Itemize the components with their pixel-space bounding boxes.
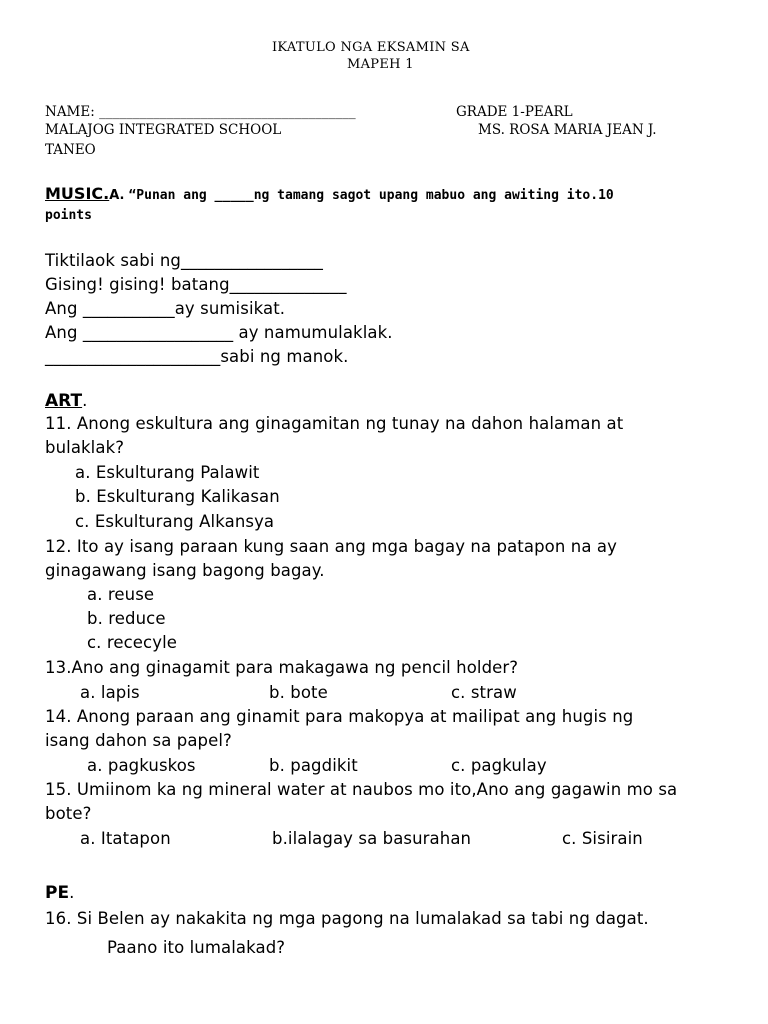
grade-label: GRADE 1-PEARL [456, 104, 573, 120]
q13-option-a: a. lapis [80, 683, 140, 702]
question-11: 11. Anong eskultura ang ginagamitan ng tunay na dahon halaman at [45, 414, 624, 433]
question-14-cont: isang dahon sa papel? [45, 731, 232, 750]
exam-subject: MAPEH 1 [347, 57, 414, 72]
pe-heading-dot: . [69, 883, 75, 902]
question-14: 14. Anong paraan ang ginamit para makopya at mailipat ang hugis ng [45, 707, 634, 726]
q12-option-b: b. reduce [87, 609, 166, 628]
q12-option-a: a. reuse [87, 585, 155, 604]
q15-option-b: b.ilalagay sa basurahan [272, 829, 472, 848]
q15-option-a: a. Itatapon [80, 829, 171, 848]
q11-option-a: a. Eskulturang Palawit [75, 463, 260, 482]
question-15: 15. Umiinom ka ng mineral water at naubos mo ito,Ano ang gagawin mo sa [45, 780, 678, 799]
q11-option-b: b. Eskulturang Kalikasan [75, 487, 280, 506]
question-16: 16. Si Belen ay nakakita ng mga pagong na lumalakad sa tabi ng dagat. [45, 909, 649, 928]
music-heading: MUSIC. [45, 184, 110, 203]
pe-heading: PE [45, 883, 70, 903]
art-heading-dot: . [82, 391, 88, 410]
q13-option-c: c. straw [451, 683, 517, 702]
music-instruction: “Punan ang _____ng tamang sagot upang mabuo ang awiting ito.10 [128, 188, 614, 203]
pe-heading-line [45, 883, 74, 903]
q14-option-b: b. pagdikit [269, 756, 358, 775]
q14-option-a: a. pagkuskos [87, 756, 196, 775]
question-15-cont: bote? [45, 804, 92, 823]
teacher-name-continued: TANEO [45, 142, 96, 158]
song-line-5: _____________________sabi ng manok. [45, 347, 349, 366]
school-name: MALAJOG INTEGRATED SCHOOL [45, 122, 282, 138]
song-line-3: Ang ___________ay sumisikat. [45, 299, 286, 318]
teacher-name: MS. ROSA MARIA JEAN J. [478, 122, 657, 138]
name-field-label: NAME: ______________________________________ [45, 104, 356, 120]
exam-title: IKATULO NGA EKSAMIN SA [272, 40, 470, 55]
music-instruction-points: points [45, 208, 92, 223]
q11-option-c: c. Eskulturang Alkansya [75, 512, 275, 531]
q14-option-c: c. pagkulay [451, 756, 547, 775]
question-12-cont: ginagawang isang bagong bagay. [45, 561, 325, 580]
question-12: 12. Ito ay isang paraan kung saan ang mga bagay na patapon na ay [45, 537, 617, 556]
question-16-cont: Paano ito lumalakad? [107, 938, 286, 957]
q12-option-c: c. rececyle [87, 633, 178, 652]
q13-option-b: b. bote [269, 683, 328, 702]
music-instruction-line [45, 184, 614, 204]
instruction-letter: A. [109, 188, 125, 203]
q15-option-c: c. Sisirain [562, 829, 643, 848]
art-heading-line [45, 391, 87, 411]
song-line-2: Gising! gising! batang______________ [45, 275, 347, 294]
question-11-cont: bulaklak? [45, 438, 125, 457]
song-line-4: Ang __________________ ay namumulaklak. [45, 323, 393, 342]
art-heading: ART [45, 391, 83, 411]
song-line-1: Tiktilaok sabi ng_________________ [45, 251, 323, 270]
question-13: 13.Ano ang ginagamit para makagawa ng pencil holder? [45, 658, 519, 677]
